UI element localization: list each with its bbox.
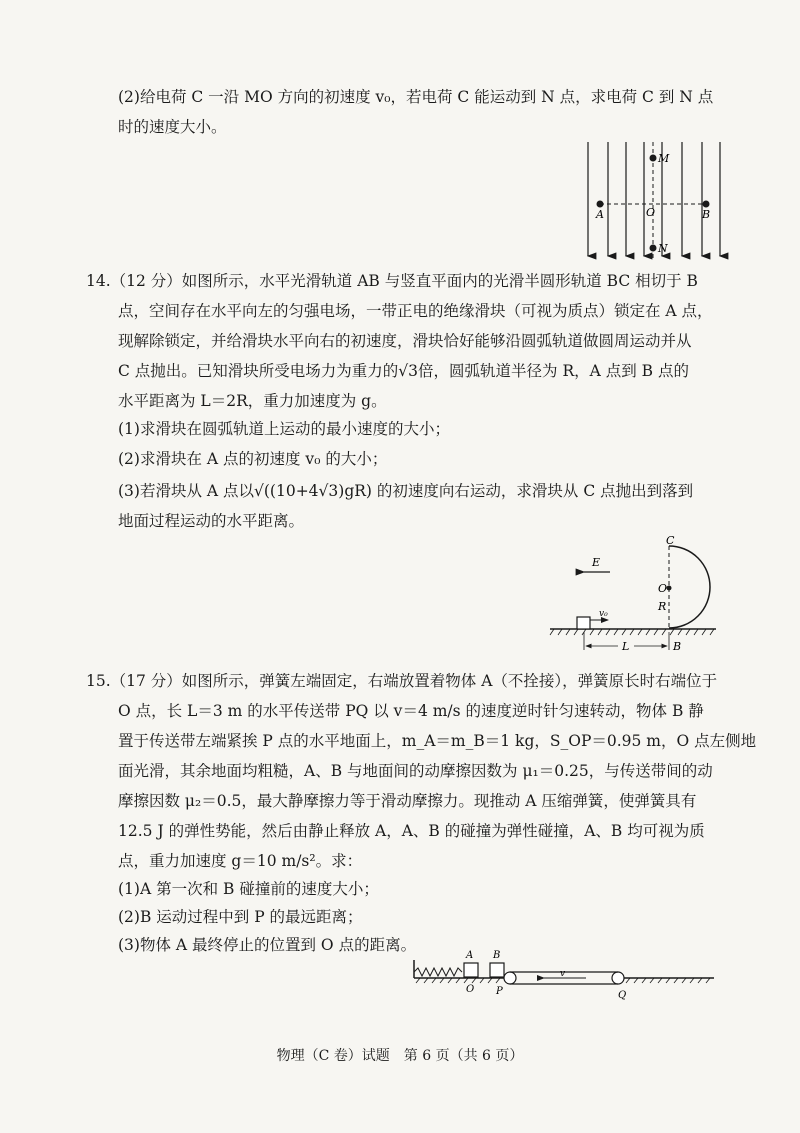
q15-part2: (2)B 运动过程中到 P 的最远距离； <box>118 908 363 926</box>
q14-part1: (1)求滑块在圆弧轨道上运动的最小速度的大小； <box>118 420 450 438</box>
label-O: O <box>658 582 668 595</box>
q15-line6: 12.5 J 的弹性势能，然后由静止释放 A，A、B 的碰撞为弹性碰撞，A、B 均可视为质 <box>118 822 705 840</box>
q14-line3: 现解除锁定，并给滑块水平向右的初速度，滑块恰好能够沿圆弧轨道做圆周运动并从 <box>118 332 692 350</box>
figure-14-track <box>548 532 728 656</box>
page-footer: 物理（C 卷）试题 第 6 页（共 6 页） <box>276 1048 524 1064</box>
label-v: v <box>560 969 566 979</box>
q14-part3-line1: (3)若滑块从 A 点以√((10+4√3)gR) 的初速度向右运动，求滑块从 C 点抛出到落到 <box>118 482 694 500</box>
label-B: B <box>493 950 501 961</box>
label-E: E <box>592 556 601 569</box>
q13-part2-line1: (2)给电荷 C 一沿 MO 方向的初速度 v₀，若电荷 C 能运动到 N 点，求电荷 C 到 N 点 <box>118 88 714 106</box>
q15-line5: 摩擦因数 μ₂＝0.5，最大静摩擦力等于滑动摩擦力。现推动 A 压缩弹簧，使弹簧具有 <box>118 792 697 810</box>
q14-line4: C 点抛出。已知滑块所受电场力为重力的√3倍，圆弧轨道半径为 R，A 点到 B 点的 <box>118 362 689 380</box>
q14-line5: 水平距离为 L＝2R，重力加速度为 g。 <box>118 392 387 410</box>
label-Q: Q <box>618 990 627 1001</box>
label-v0: v₀ <box>599 609 608 619</box>
q15-part3: (3)物体 A 最终停止的位置到 O 点的距离。 <box>118 936 417 954</box>
q15-part1: (1)A 第一次和 B 碰撞前的速度大小； <box>118 880 379 898</box>
label-M: M <box>658 152 670 165</box>
q14-line2: 点，空间存在水平向左的匀强电场，一带正电的绝缘滑块（可视为质点）锁定在 A 点， <box>118 302 713 320</box>
label-O: O <box>646 206 656 219</box>
label-L: L <box>622 640 630 653</box>
label-R: R <box>658 600 667 613</box>
q14-part3-line2: 地面过程运动的水平距离。 <box>118 512 305 530</box>
label-A: A <box>596 208 604 221</box>
label-P: P <box>496 986 503 997</box>
label-C: C <box>666 534 675 547</box>
label-O: O <box>466 984 475 995</box>
q15-line3: 置于传送带左端紧挨 P 点的水平地面上，m_A＝m_B＝1 kg，S_OP＝0.95 m，O 点左侧地 <box>118 732 757 750</box>
label-A: A <box>466 950 474 961</box>
label-B: B <box>673 640 682 653</box>
label-N: N <box>658 242 668 255</box>
figure-15-conveyor <box>410 948 720 1002</box>
q15-line4: 面光滑，其余地面均粗糙，A、B 与地面间的动摩擦因数为 μ₁＝0.25，与传送带间的动 <box>118 762 713 780</box>
q13-part2-line2: 时的速度大小。 <box>118 118 227 136</box>
q14-part2: (2)求滑块在 A 点的初速度 v₀ 的大小； <box>118 450 388 468</box>
q14-line1: 14.（12 分）如图所示，水平光滑轨道 AB 与竖直平面内的光滑半圆形轨道 BC 相切于 B <box>86 272 698 290</box>
q15-line1: 15.（17 分）如图所示，弹簧左端固定，右端放置着物体 A（不拴接），弹簧原长时右端位于 <box>86 672 718 690</box>
q15-line7: 点，重力加速度 g＝10 m/s²。求： <box>118 852 363 870</box>
label-B: B <box>702 208 711 221</box>
figure-13-electric-field <box>580 140 730 262</box>
q15-line2: O 点，长 L＝3 m 的水平传送带 PQ 以 v＝4 m/s 的速度逆时针匀速转动，物体 B 静 <box>118 702 704 720</box>
